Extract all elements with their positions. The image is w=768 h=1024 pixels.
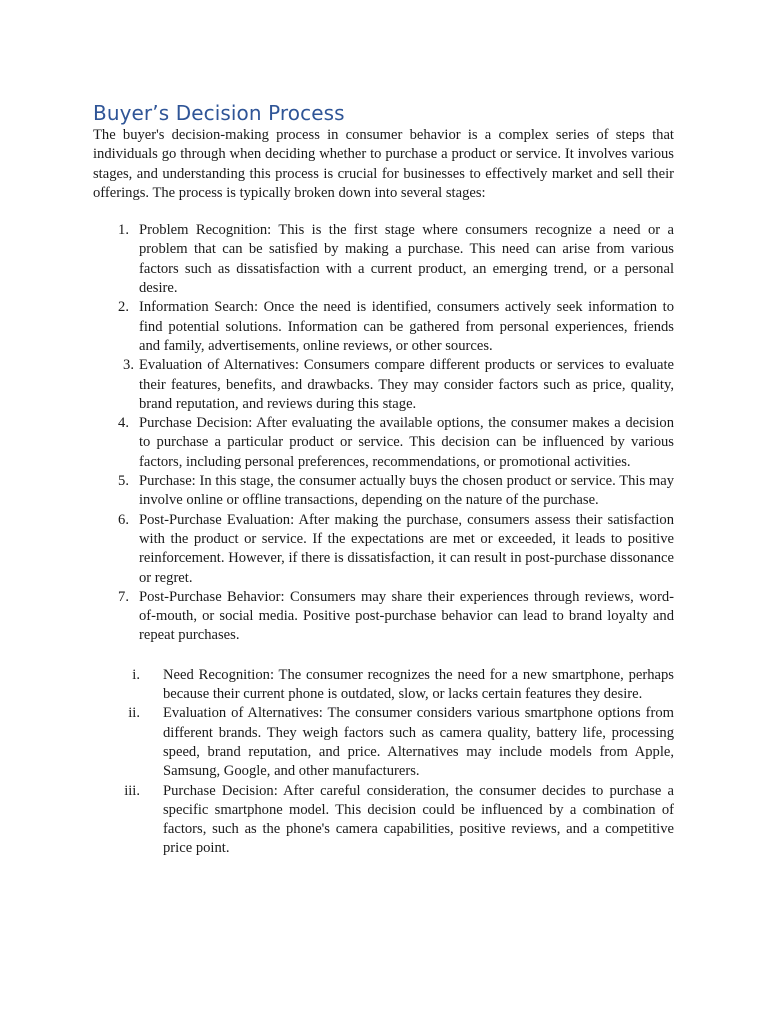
list-marker: 1. [118, 222, 129, 239]
list-marker: 3. [123, 357, 134, 374]
list-item [93, 414, 674, 472]
list-item [93, 472, 674, 511]
list-item [93, 221, 674, 298]
list-marker: 4. [118, 415, 129, 432]
list-item-text: Information Search: Once the need is identified, consumers actively seek information to find potential solutions. Information can be gathered from personal experiences, friends and family, advertisements, online reviews, or other sources. [139, 299, 674, 354]
list-item-text: Evaluation of Alternatives: The consumer considers various smartphone options from different brands. They weigh factors such as camera quality, battery life, processing speed, brand reputation, and price. Alternatives may include models from Apple, Samsung, Google, and other manufacturers. [163, 705, 674, 780]
document-page [93, 100, 674, 859]
list-item-text: Problem Recognition: This is the first stage where consumers recognize a need or a problem that can be satisfied by making a purchase. This need can arise from various factors such as dissatisfaction with a current product, an emerging trend, or a personal desire. [139, 222, 674, 297]
list-marker: i. [132, 666, 140, 683]
list-item-text: Evaluation of Alternatives: Consumers compare different products or services to evaluate their features, benefits, and drawbacks. They may consider factors such as price, quality, brand reputation, and reviews during this stage. [139, 357, 674, 412]
list-marker: ii. [128, 705, 140, 722]
intro-paragraph: The buyer's decision-making process in consumer behavior is a complex series of steps that individuals go through when deciding whether to purchase a product or service. It involves various stages, and understanding this process is crucial for businesses to effectively market and sell their offerings. The process is typically broken down into several stages: [93, 127, 674, 201]
list-marker: 2. [118, 299, 129, 316]
list-item [93, 782, 674, 859]
list-marker: 6. [118, 511, 129, 528]
list-item-text: Need Recognition: The consumer recognizes the need for a new smartphone, perhaps because their current phone is outdated, slow, or lacks certain features they desire. [163, 666, 674, 703]
example-steps-list [93, 666, 674, 859]
list-item [93, 298, 674, 356]
list-marker: 5. [118, 473, 129, 490]
page-title: Buyer’s Decision Process [93, 101, 345, 125]
list-item [93, 511, 674, 588]
list-marker: iii. [124, 782, 140, 799]
list-item [93, 666, 674, 705]
list-marker: 7. [118, 588, 129, 605]
list-item-text: Purchase Decision: After careful consideration, the consumer decides to purchase a specific smartphone model. This decision could be influenced by a combination of factors, such as the phone's camera capabilities, positive reviews, and a competitive price point. [163, 782, 674, 857]
list-item-text: Purchase: In this stage, the consumer actually buys the chosen product or service. This may involve online or offline transactions, depending on the nature of the purchase. [139, 473, 674, 509]
list-item-text: Post-Purchase Behavior: Consumers may share their experiences through reviews, word-of-mouth, or social media. Positive post-purchase behavior can lead to brand loyalty and repeat purchases. [139, 588, 674, 644]
list-item-text: Purchase Decision: After evaluating the available options, the consumer makes a decision to purchase a particular product or service. This decision can be influenced by various factors, including personal preferences, recommendations, or promotional activities. [139, 415, 674, 470]
list-item [93, 356, 674, 414]
list-item-text: Post-Purchase Evaluation: After making the purchase, consumers assess their satisfaction with the product or service. If the expectations are met or exceeded, it leads to positive reinforcement. However, if there is dissatisfaction, it can result in post-purchase dissonance or regret. [139, 511, 674, 586]
list-item [93, 704, 674, 781]
list-item [93, 588, 674, 646]
stages-list [93, 221, 674, 646]
